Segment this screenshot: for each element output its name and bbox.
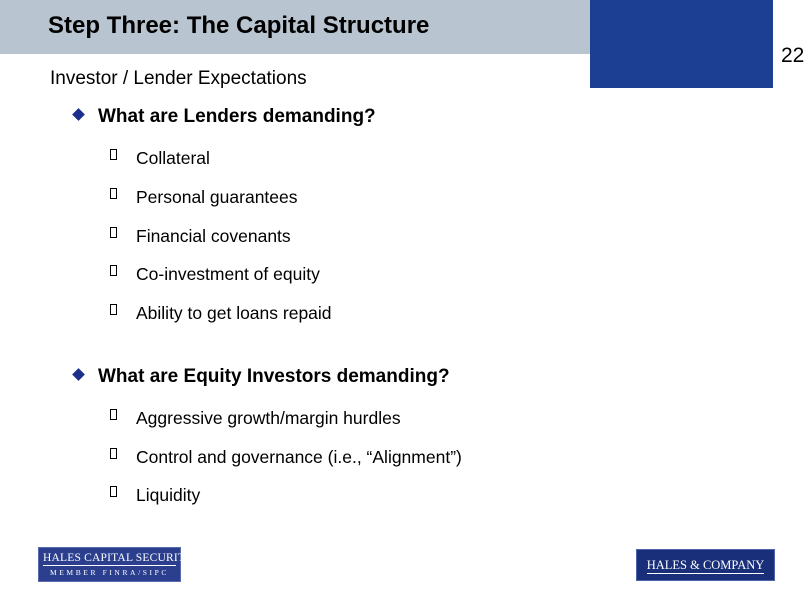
- box-bullet-icon: [110, 188, 117, 199]
- list-item-text: Ability to get loans repaid: [136, 303, 332, 323]
- section-heading-lenders: [72, 106, 376, 128]
- slide-number: 22: [781, 44, 804, 67]
- list-item: [110, 187, 298, 208]
- list-item-text: Co-investment of equity: [136, 264, 320, 284]
- diamond-bullet-icon: [72, 108, 85, 121]
- section-heading-text: What are Equity Investors demanding?: [98, 366, 450, 387]
- section-heading-equity: [72, 366, 450, 388]
- list-item: [110, 264, 320, 285]
- hales-company-logo: [636, 549, 775, 581]
- list-item: [110, 408, 401, 429]
- box-bullet-icon: [110, 149, 117, 160]
- slide-subtitle: Investor / Lender Expectations: [50, 68, 307, 89]
- box-bullet-icon: [110, 486, 117, 497]
- section-heading-text: What are Lenders demanding?: [98, 106, 376, 127]
- slide-title: Step Three: The Capital Structure: [48, 12, 430, 39]
- list-item: [110, 148, 210, 169]
- accent-block: [590, 0, 773, 88]
- logo-text: HALES & COMPANY: [646, 558, 765, 572]
- box-bullet-icon: [110, 304, 117, 315]
- hales-capital-securities-logo: [38, 547, 203, 582]
- logo-line-1: HALES CAPITAL SECURITIES: [43, 552, 203, 564]
- list-item-text: Financial covenants: [136, 226, 291, 246]
- box-bullet-icon: [110, 227, 117, 238]
- list-item: [110, 303, 332, 324]
- list-item: [110, 447, 462, 468]
- diamond-bullet-icon: [72, 368, 85, 381]
- list-item-text: Liquidity: [136, 485, 201, 505]
- box-bullet-icon: [110, 409, 117, 420]
- list-item-text: Aggressive growth/margin hurdles: [136, 408, 401, 428]
- box-bullet-icon: [110, 265, 117, 276]
- list-item: [110, 485, 200, 506]
- list-item: [110, 226, 291, 247]
- list-item-text: Control and governance (i.e., “Alignment”): [136, 447, 462, 467]
- list-item-text: Collateral: [136, 148, 210, 168]
- logo-line-2: MEMBER FINRA/SIPC: [49, 568, 169, 577]
- box-bullet-icon: [110, 448, 117, 459]
- list-item-text: Personal guarantees: [136, 187, 298, 207]
